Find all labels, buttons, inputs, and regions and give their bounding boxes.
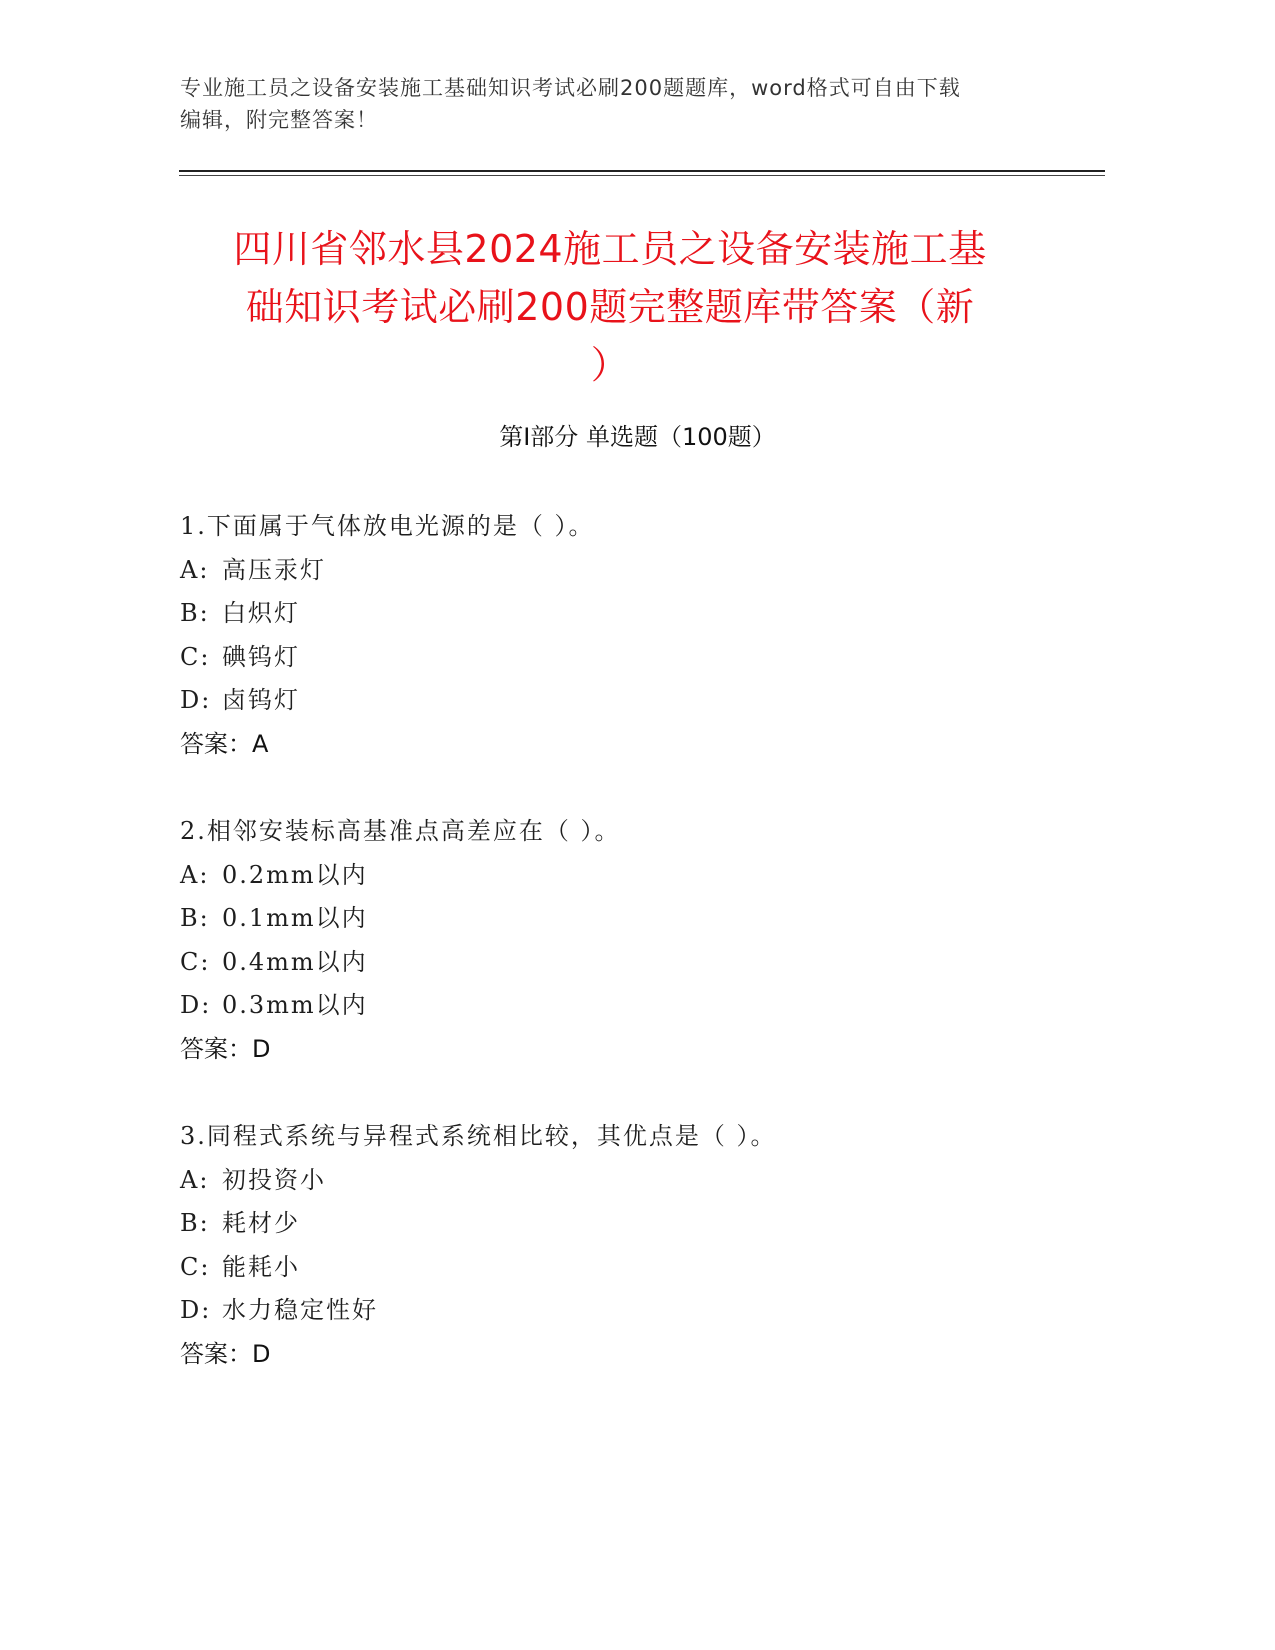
answer: 答案：D <box>180 1034 271 1063</box>
option-key: A: <box>180 1165 210 1194</box>
option-d <box>180 679 1080 723</box>
option-a <box>180 549 1080 593</box>
document-title-line-2: 础知识考试必刷200题完整题库带答案（新 <box>245 285 975 329</box>
option-d <box>180 984 1080 1028</box>
header-note-line-1: 专业施工员之设备安装施工基础知识考试必刷200题题库，word格式可自由下载 <box>180 76 961 100</box>
option-key: B: <box>180 1209 210 1237</box>
option-text: 0.4mm以内 <box>222 947 368 976</box>
option-text: 高压汞灯 <box>222 555 326 584</box>
document-title-line-1: 四川省邻水县2024施工员之设备安装施工基 <box>233 227 987 271</box>
question-list <box>180 505 1080 1420</box>
option-text: 能耗小 <box>222 1252 300 1281</box>
option-key: A: <box>180 555 210 584</box>
option-key: C: <box>180 947 211 976</box>
answer: 答案：D <box>180 1339 271 1368</box>
question-2 <box>180 810 1080 1071</box>
question-1 <box>180 505 1080 766</box>
question-stem: 3.同程式系统与异程式系统相比较，其优点是（ ）。 <box>180 1122 777 1150</box>
header-rule-thick <box>179 170 1105 172</box>
option-key: D: <box>180 686 212 714</box>
option-text: 碘钨灯 <box>222 642 300 671</box>
section-title: 第Ⅰ部分 单选题（100题） <box>499 423 776 451</box>
option-text: 卤钨灯 <box>222 686 300 714</box>
option-d <box>180 1289 1080 1333</box>
option-text: 水力稳定性好 <box>222 1296 378 1324</box>
question-3 <box>180 1115 1080 1376</box>
option-text: 白炽灯 <box>222 599 300 627</box>
option-text: 耗材少 <box>222 1209 300 1237</box>
option-key: C: <box>180 642 211 671</box>
option-key: D: <box>180 1296 212 1324</box>
option-b <box>180 1202 1080 1246</box>
option-c <box>180 636 1080 680</box>
option-key: D: <box>180 991 212 1019</box>
document-title <box>180 220 1040 394</box>
option-key: B: <box>180 904 210 932</box>
option-text: 初投资小 <box>222 1165 326 1194</box>
option-text: 0.2mm以内 <box>222 860 368 889</box>
option-a <box>180 1159 1080 1203</box>
option-text: 0.1mm以内 <box>222 904 368 932</box>
option-key: B: <box>180 599 210 627</box>
header-note-line-2: 编辑，附完整答案！ <box>180 108 378 132</box>
question-stem: 2.相邻安装标高基准点高差应在（ ）。 <box>180 817 621 845</box>
header-rule-thin <box>179 175 1105 176</box>
option-key: C: <box>180 1252 211 1281</box>
question-stem: 1.下面属于气体放电光源的是（ ）。 <box>180 512 595 540</box>
option-a <box>180 854 1080 898</box>
answer: 答案：A <box>180 729 269 758</box>
option-c <box>180 941 1080 985</box>
document-title-line-3: ） <box>590 343 630 387</box>
option-b <box>180 897 1080 941</box>
option-b <box>180 592 1080 636</box>
option-c <box>180 1246 1080 1290</box>
option-key: A: <box>180 860 210 889</box>
header-note <box>180 72 1080 136</box>
option-text: 0.3mm以内 <box>222 991 368 1019</box>
